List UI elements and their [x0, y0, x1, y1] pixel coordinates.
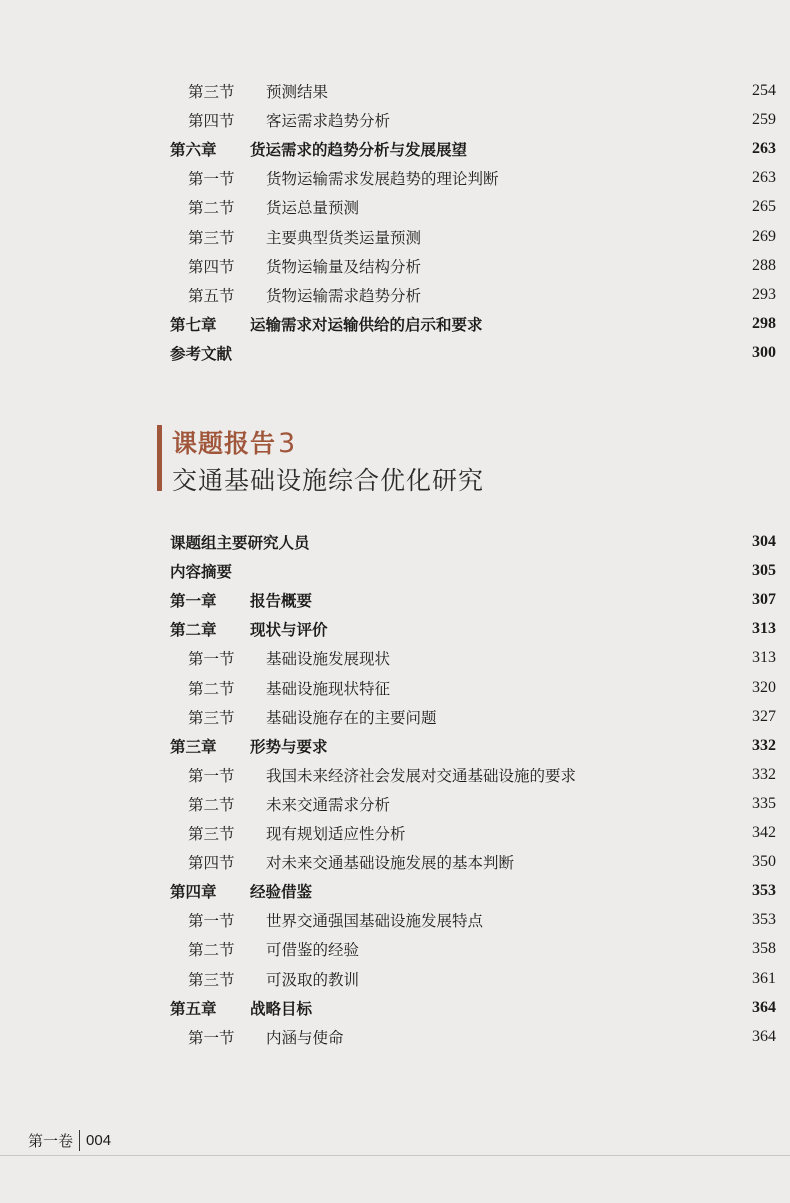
- toc-entry[interactable]: [188, 281, 776, 309]
- toc-entry-title: 货物运输需求趋势分析: [266, 286, 422, 305]
- toc-leader-dots: [365, 972, 726, 986]
- toc-entry-number: 第一节: [188, 1028, 235, 1047]
- toc-entry-page: 288: [752, 256, 776, 274]
- toc-entry-page: 364: [752, 998, 776, 1016]
- toc-leader-dots: [238, 346, 726, 360]
- toc-entry-title: 运输需求对运输供给的启示和要求: [250, 315, 483, 334]
- toc-entry-number: 第二节: [188, 199, 235, 218]
- toc-entry[interactable]: [170, 877, 776, 905]
- toc-entry-page: 298: [752, 314, 776, 332]
- toc-leader-dots: [318, 593, 726, 607]
- toc-entry-title: 报告概要: [250, 592, 313, 611]
- toc-leader-dots: [505, 171, 726, 185]
- toc-entry-page: 358: [752, 940, 776, 958]
- toc-entry-title: 基础设施存在的主要问题: [266, 708, 437, 727]
- toc-leader-dots: [334, 84, 726, 98]
- toc-entry-number: 第三节: [188, 825, 235, 843]
- toc-entry-title: 参考文献: [170, 344, 233, 363]
- toc-leader-dots: [396, 113, 726, 127]
- toc-entry-title: 客运需求趋势分析: [266, 112, 391, 131]
- toc-leader-dots: [334, 739, 726, 753]
- toc-entry-title: 对未来交通基础设施发展的基本判断: [266, 854, 515, 873]
- toc-leader-dots: [334, 622, 726, 636]
- toc-leader-dots: [396, 681, 726, 695]
- toc-entry-title: 货物运输需求发展趋势的理论判断: [266, 170, 499, 189]
- toc-entry-number: 第四节: [188, 112, 235, 131]
- toc-entry-title: 现有规划适应性分析: [266, 825, 406, 843]
- toc-entry[interactable]: [170, 586, 776, 614]
- toc-entry-number: 第二节: [188, 795, 235, 814]
- toc-entry-page: 342: [752, 824, 776, 841]
- toc-entry-title: 基础设施现状特征: [266, 679, 391, 698]
- toc-entry-page: 263: [752, 169, 776, 187]
- page-footer: [28, 1130, 111, 1151]
- toc-entry[interactable]: [188, 906, 776, 934]
- toc-leader-dots: [318, 884, 726, 898]
- toc-entry-title: 预测结果: [266, 83, 329, 101]
- toc-leader-dots: [318, 1001, 726, 1015]
- toc-entry[interactable]: [188, 644, 776, 672]
- toc-entry[interactable]: [188, 252, 776, 280]
- toc-entry-title: 战略目标: [250, 999, 313, 1018]
- toc-entry-number: 第三节: [188, 970, 235, 989]
- toc-leader-dots: [238, 564, 726, 578]
- toc-entry-page: 332: [752, 736, 776, 754]
- toc-entry-title: 未来交通需求分析: [266, 795, 391, 814]
- toc-entry-number: 第四节: [188, 854, 235, 873]
- toc-entry[interactable]: [170, 994, 776, 1022]
- toc-entry[interactable]: [170, 528, 776, 556]
- toc-leader-dots: [489, 913, 726, 927]
- toc-entry-page: 304: [752, 533, 776, 550]
- toc-entry[interactable]: [170, 310, 776, 338]
- toc-entry-page: 361: [752, 969, 776, 987]
- toc-entry-page: 353: [752, 911, 776, 929]
- toc-entry[interactable]: [170, 135, 776, 163]
- toc-entry-page: 320: [752, 678, 776, 696]
- toc-entry-title: 可借鉴的经验: [266, 941, 360, 960]
- report-title: 交通基础设施综合优化研究: [172, 466, 485, 495]
- toc-entry-title: 我国未来经济社会发展对交通基础设施的要求: [266, 766, 577, 785]
- report-heading: [172, 424, 296, 460]
- toc-entry-title: 主要典型货类运量预测: [266, 228, 422, 247]
- report-number: 3: [278, 428, 297, 459]
- toc-leader-dots: [473, 142, 726, 156]
- toc-entry-title: 世界交通强国基础设施发展特点: [266, 912, 484, 931]
- toc-entry[interactable]: [188, 848, 776, 876]
- toc-entry-number: 第三章: [170, 737, 217, 756]
- toc-entry-title: 基础设施发展现状: [266, 650, 391, 669]
- toc-entry-title: 内容摘要: [170, 563, 233, 582]
- footer-rule: [0, 1155, 790, 1156]
- toc-entry-page: 300: [752, 343, 776, 361]
- toc-entry-number: 第三节: [188, 708, 235, 727]
- toc-entry-title: 经验借鉴: [250, 883, 313, 902]
- toc-entry[interactable]: [188, 223, 776, 251]
- toc-leader-dots: [427, 259, 726, 273]
- toc-entry-number: 第三节: [188, 228, 235, 247]
- toc-leader-dots: [520, 855, 726, 869]
- toc-entry-number: 第一章: [170, 592, 217, 611]
- volume-label: 第一卷: [28, 1130, 80, 1151]
- toc-entry[interactable]: [188, 674, 776, 702]
- toc-entry-page: 327: [752, 707, 776, 725]
- toc-entry-title: 内涵与使命: [266, 1028, 344, 1047]
- toc-leader-dots: [443, 710, 726, 724]
- toc-entry-page: 293: [752, 285, 776, 303]
- toc-entry-number: 第六章: [170, 141, 217, 160]
- toc-leader-dots: [582, 768, 726, 782]
- toc-leader-dots: [365, 200, 726, 214]
- toc-entry[interactable]: [188, 790, 776, 818]
- toc-entry-title: 货物运输量及结构分析: [266, 257, 422, 276]
- toc-entry-number: 第二节: [188, 679, 235, 698]
- toc-entry[interactable]: [188, 193, 776, 221]
- report-accent-bar: [157, 425, 162, 491]
- toc-entry-title: 形势与要求: [250, 737, 328, 756]
- toc-entry-page: 265: [752, 198, 776, 216]
- toc-entry-number: 第四节: [188, 257, 235, 276]
- toc-entry-number: 第五章: [170, 999, 217, 1018]
- toc-entry[interactable]: [188, 965, 776, 993]
- toc-entry-page: 332: [752, 765, 776, 783]
- toc-entry[interactable]: [170, 557, 776, 585]
- toc-entry-number: 第五节: [188, 286, 235, 305]
- toc-leader-dots: [350, 1030, 726, 1044]
- toc-leader-dots: [365, 942, 726, 956]
- toc-leader-dots: [316, 535, 726, 549]
- toc-entry[interactable]: [188, 703, 776, 731]
- toc-entry-title: 货运需求的趋势分析与发展展望: [250, 141, 468, 160]
- toc-entry-page: 364: [752, 1027, 776, 1045]
- toc-leader-dots: [412, 826, 726, 840]
- toc-leader-dots: [489, 317, 726, 331]
- toc-entry-number: 第一节: [188, 170, 235, 189]
- toc-entry[interactable]: [170, 732, 776, 760]
- toc-entry-number: 第一节: [188, 650, 235, 669]
- toc-entry-page: 305: [752, 562, 776, 580]
- toc-entry-title: 货运总量预测: [266, 199, 360, 218]
- report-label: 课题报告: [172, 429, 277, 458]
- toc-entry[interactable]: [170, 339, 776, 367]
- toc-entry[interactable]: [188, 106, 776, 134]
- toc-entry-title: 课题组主要研究人员: [170, 534, 310, 552]
- toc-entry-number: 第二章: [170, 621, 217, 640]
- toc-entry-page: 335: [752, 794, 776, 812]
- toc-entry-number: 第一节: [188, 912, 235, 931]
- toc-entry[interactable]: [188, 761, 776, 789]
- toc-entry[interactable]: [188, 164, 776, 192]
- toc-entry-number: 第三节: [188, 83, 235, 101]
- toc-entry[interactable]: [188, 935, 776, 963]
- toc-entry-page: 307: [752, 591, 776, 609]
- toc-entry-page: 313: [752, 620, 776, 638]
- toc-entry[interactable]: [188, 1023, 776, 1051]
- toc-entry[interactable]: [188, 77, 776, 105]
- toc-entry-page: 353: [752, 882, 776, 900]
- toc-entry-page: 313: [752, 649, 776, 667]
- toc-entry-page: 269: [752, 227, 776, 245]
- toc-entry-number: 第一节: [188, 766, 235, 785]
- toc-entry-page: 259: [752, 111, 776, 129]
- toc-leader-dots: [427, 288, 726, 302]
- toc-entry-page: 254: [752, 82, 776, 99]
- toc-leader-dots: [396, 797, 726, 811]
- toc-entry-number: 第二节: [188, 941, 235, 960]
- toc-entry-page: 263: [752, 140, 776, 158]
- toc-entry-number: 第四章: [170, 883, 217, 902]
- page-number: 004: [86, 1132, 112, 1149]
- toc-entry[interactable]: [188, 819, 776, 847]
- toc-entry-title: 可汲取的教训: [266, 970, 360, 989]
- toc-leader-dots: [427, 230, 726, 244]
- toc-entry-page: 350: [752, 853, 776, 871]
- toc-entry-number: 第七章: [170, 315, 217, 334]
- toc-entry[interactable]: [170, 615, 776, 643]
- toc-leader-dots: [396, 651, 726, 665]
- toc-entry-title: 现状与评价: [250, 621, 328, 640]
